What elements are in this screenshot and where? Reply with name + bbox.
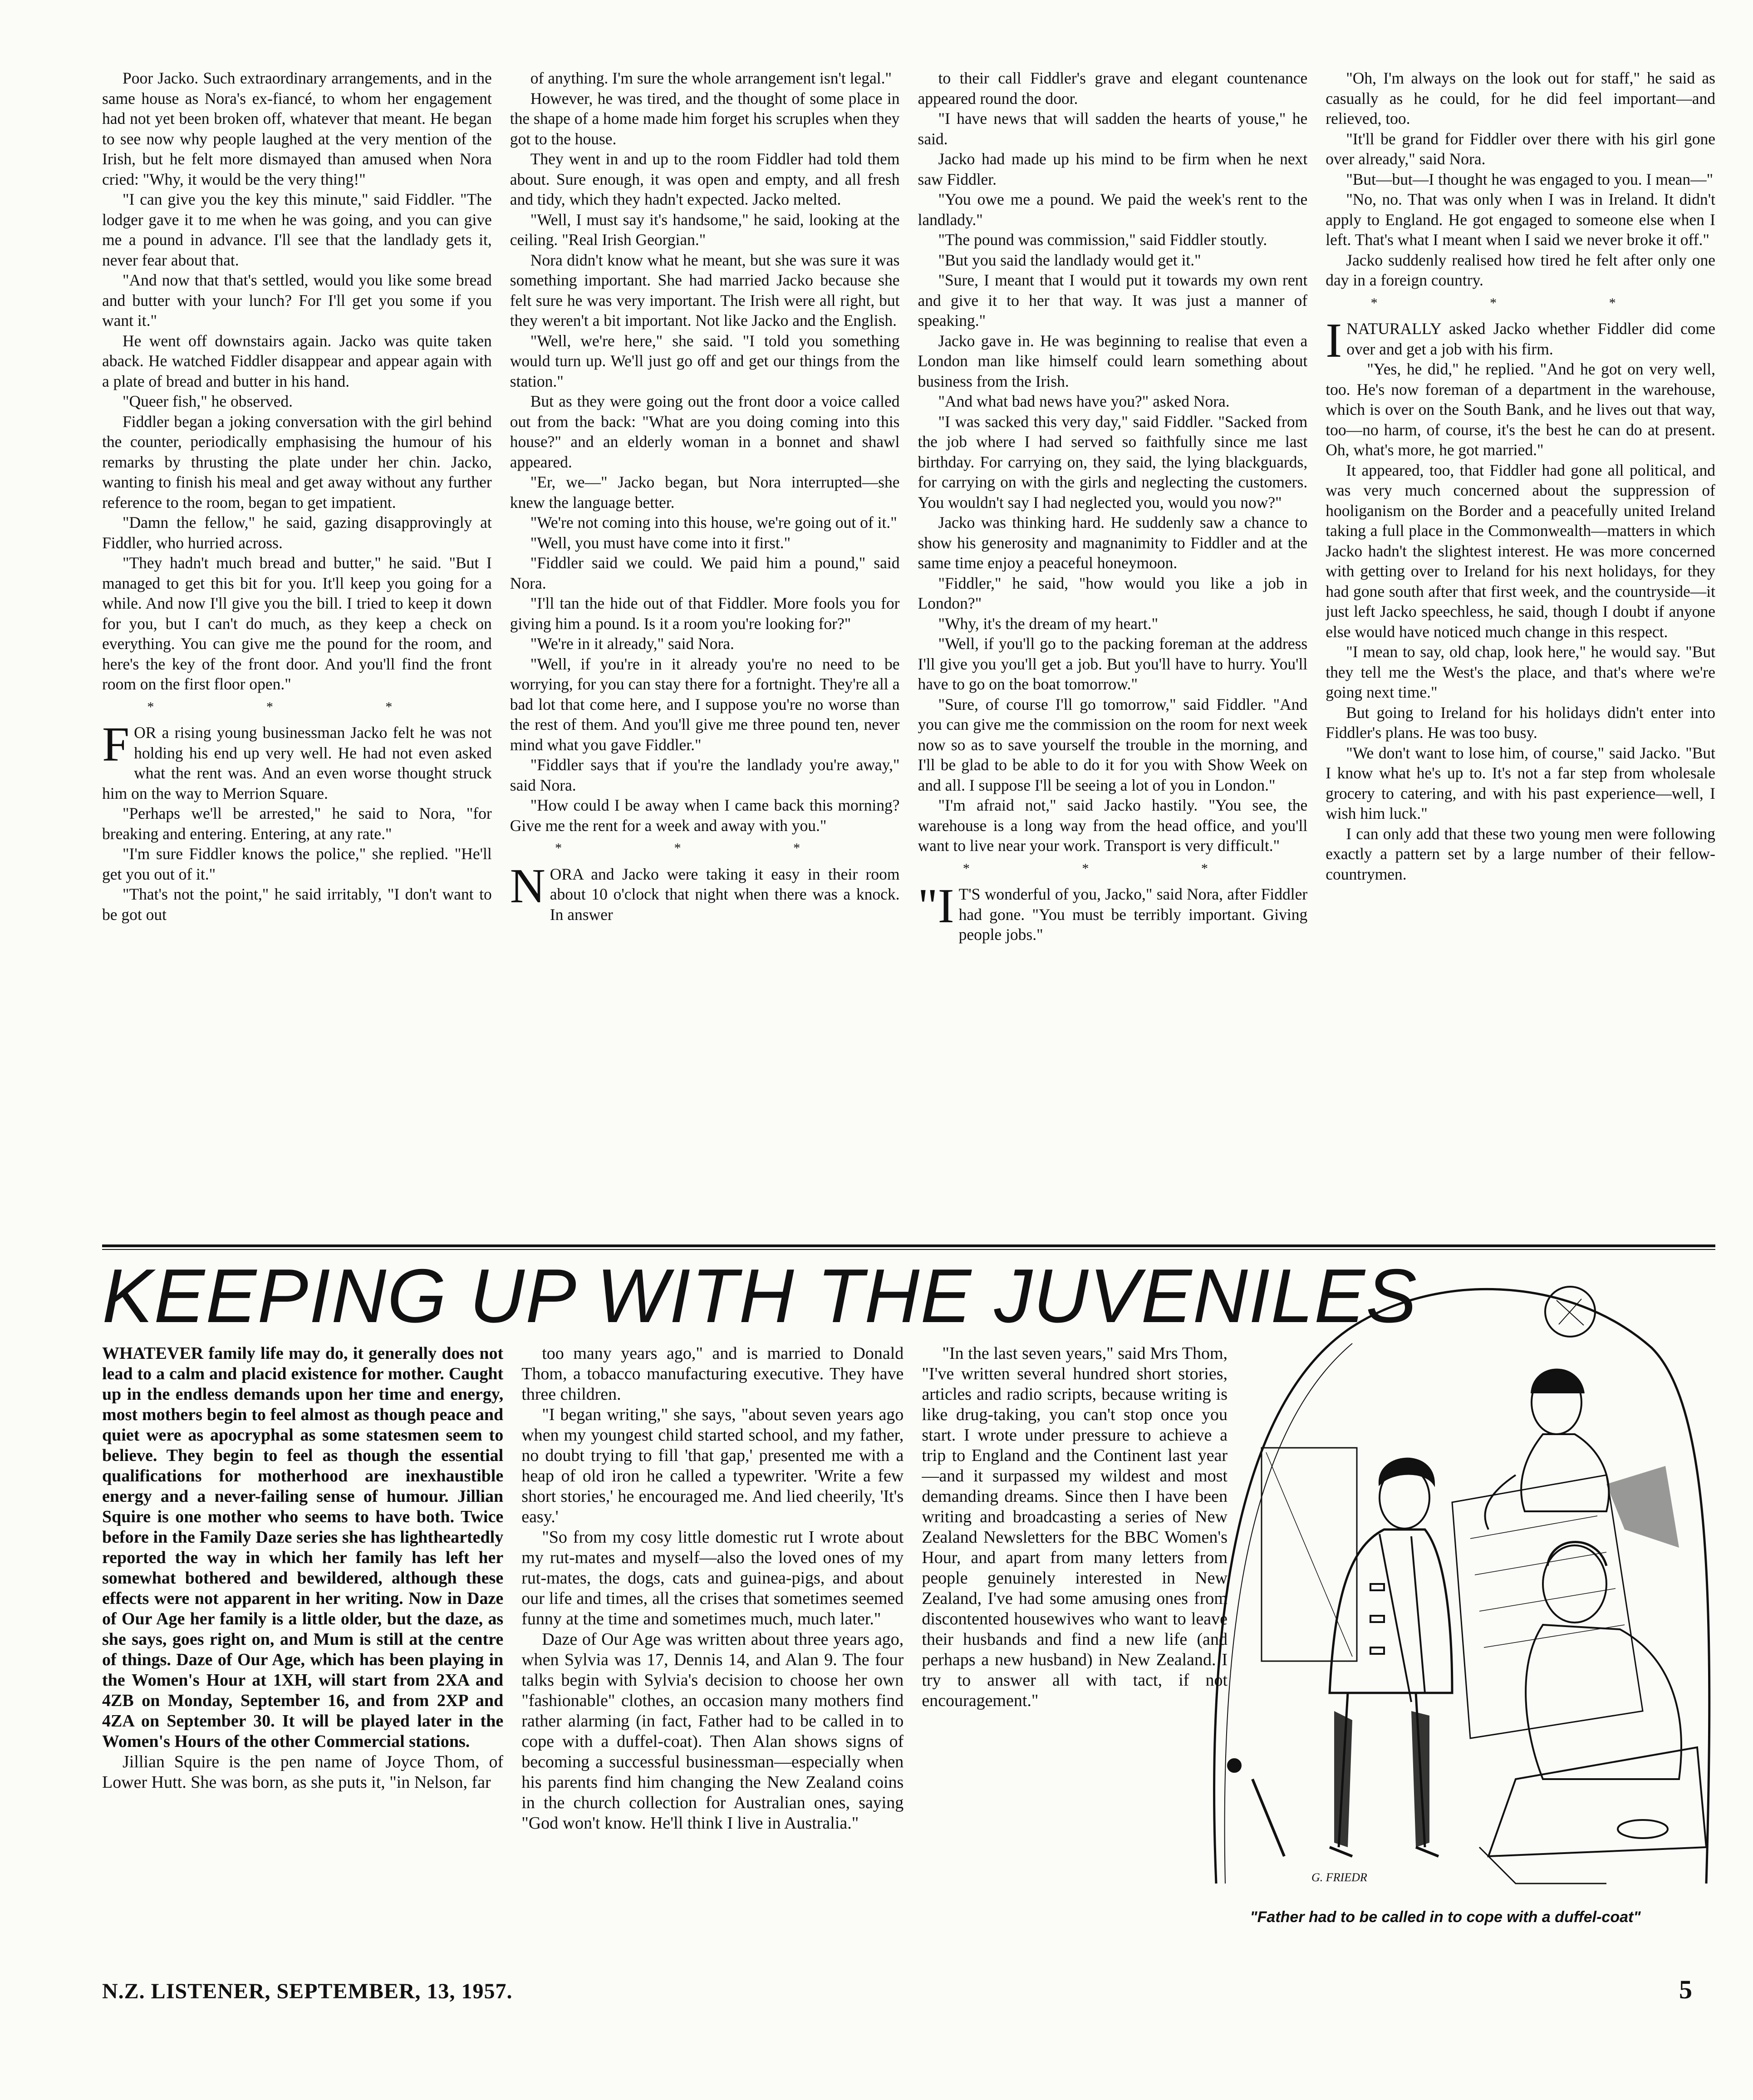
paragraph: Nora didn't know what he meant, but she was sure it was something important. She had married Jacko because she felt sure he was very important. The Irish were all right, but they weren't a bit important. Not like Jacko and the English. (510, 251, 900, 330)
drop-cap: "I (918, 879, 954, 933)
paragraph: "How could I be away when I came back this morning? Give me the rent for a week and away with you." (510, 796, 900, 835)
article-headline: KEEPING UP WITH THE JUVENILES (102, 1253, 1418, 1338)
story-col2b-first: NORA and Jacko were taking it easy in their room about 10 o'clock that night when there was a knock. In answer (510, 859, 900, 924)
illustration-caption: "Father had to be called in to cope with a duffel-coat" (1250, 1908, 1641, 1926)
paragraph: "It'll be grand for Fiddler over there with his girl gone over already," said Nora. (1326, 129, 1715, 168)
drop-cap: F (102, 718, 130, 772)
article-col1-paras (102, 1752, 503, 1793)
drop-cap: I (1326, 314, 1342, 368)
paragraph: "Yes, he did," he replied. "And he got on very well, too. He's now foreman of a department in the warehouse, which is over on the South Bank, and he lives out that way, too—no harm, of course, it's the best he can do at present. Oh, what's more, he got married." (1326, 360, 1715, 459)
section-divider-rule (102, 1244, 1715, 1247)
paragraph: However, he was tired, and the thought of some place in the shape of a home made him forget his scruples when they got to the house. (510, 89, 900, 148)
paragraph: "Why, it's the dream of my heart." (938, 614, 1159, 633)
paragraph: "And what bad news have you?" asked Nora. (938, 392, 1230, 410)
paragraph: "I began writing," she says, "about seven years ago when my youngest child started school, and my father, no doubt trying to fill 'that gap,' presented me with a heap of old iron he called a typewriter. 'Write a few short stories,' he encouraged me. And lied cheerily, 'It's easy.' (521, 1405, 904, 1526)
paragraph: "Sure, of course I'll go tomorrow," said Fiddler. "And you can give me the commission on the room for next week now so as to save yourself the trouble in the morning, and I'll be glad to be able to do it for you with Show Week on and all. I suppose I'll be seeing a lot of you in London." (918, 695, 1308, 794)
paragraph: "You owe me a pound. We paid the week's rent to the landlady." (918, 190, 1308, 229)
paragraph: Jacko gave in. He was beginning to realise that even a London man like himself could learn something about business from the Irish. (918, 331, 1308, 390)
paragraph: "Oh, I'm always on the look out for staff," he said as casually as he could, for he did feel important—and relieved, too. (1326, 69, 1715, 128)
story-column-4 (1326, 68, 1715, 1241)
paragraph: "Damn the fellow," he said, gazing disapprovingly at Fiddler, who hurried across. (102, 513, 492, 552)
paragraph: "I mean to say, old chap, look here," he would say. "But they tell me the West's the place, and that's where we're going next time." (1326, 643, 1715, 701)
paragraph: "They hadn't much bread and butter," he said. "But I managed to get this bit for you. It'll keep you going for a while. And now I'll give you the bill. I tried to keep it down for you, but I can't do much, as they keep a check on everything. You can give me the pound for the room, and here's the key of the front door. And you'll find the front room on the first floor open." (102, 554, 492, 693)
story-col2-paras (510, 68, 900, 836)
paragraph: Jacko suddenly realised how tired he felt after only one day in a foreign country. (1326, 251, 1715, 289)
paragraph: "I'll tan the hide out of that Fiddler. More fools you for giving him a pound. Is it a room you're looking for?" (510, 594, 900, 633)
paragraph: "We're in it already," said Nora. (530, 634, 734, 653)
section-separator: * * * (962, 861, 1262, 876)
paragraph: "I have news that will sadden the hearts of youse," he said. (918, 109, 1308, 148)
story-column-1 (102, 68, 492, 1241)
story-col4b-first: INATURALLY asked Jacko whether Fiddler did come over and get a job with his firm. (1326, 314, 1715, 368)
section-separator: * * * (1370, 295, 1670, 310)
paragraph: They went in and up to the room Fiddler had told them about. Sure enough, it was open and empty, and all fresh and tidy, which they hadn't expected. Jacko melted. (510, 150, 900, 208)
paragraph: He went off downstairs again. Jacko was quite taken aback. He watched Fiddler disappear and appear again with a plate of bread and butter in his hand. (102, 331, 492, 390)
paragraph: "We're not coming into this house, we're going out of it." (530, 513, 897, 531)
story-col3b-first: "I T'S wonderful of you, Jacko," said Nora, after Fiddler had gone. "You must be terribly important. Giving people jobs." (918, 879, 1308, 944)
article-column-1 (102, 1343, 503, 1997)
paragraph: I can only add that these two young men were following exactly a pattern set by a large number of their fellow-countrymen. (1326, 824, 1715, 883)
paragraph: It appeared, too, that Fiddler had gone all political, and was very much concerned about the suppression of hooliganism on the Border and a peacefully united Ireland taking a full place in the Commonwealth—matters in which Jacko hadn't the slightest interest. He was more concerned with getting over to Ireland for his next holidays, for they had gone south after that first week, and the countryside—it just left Jacko speechless, he said, though I doubt if anyone else would have noticed much change in this respect. (1326, 461, 1715, 641)
paragraph: "Well, we're here," she said. "I told you something would turn up. We'll just go off and get our things from the station." (510, 331, 900, 390)
paragraph: "We don't want to lose him, of course," said Jacko. "But I know what he's up to. It's not a far step from wholesale grocery to catering, and with his past experience—well, I wish him luck." (1326, 743, 1715, 822)
paragraph: Jacko was thinking hard. He suddenly saw a chance to show his generosity and magnanimity to Fiddler and at the same time enjoy a peaceful honeymoon. (918, 513, 1308, 572)
story-col1-paras (102, 68, 492, 694)
paragraph: "And now that that's settled, would you like some bread and butter with your lunch? For I'll get you some if you want it." (102, 271, 492, 330)
story-columns (102, 68, 1715, 1241)
paragraph: "Well, if you're in it already you're no need to be worrying, for you can stay there for a fortnight. They're all a bad lot that come here, and I suppose you're no worse than the rest of them. And you'll give me three pound ten, never mind what you gave Fiddler." (510, 654, 900, 754)
paragraph: Jillian Squire is the pen name of Joyce Thom, of Lower Hutt. She was born, as she puts it, "in Nelson, far (102, 1752, 504, 1792)
paragraph: "But—but—I thought he was engaged to you. I mean—" (1346, 170, 1714, 188)
paragraph: to their call Fiddler's grave and elegant countenance appeared round the door. (918, 69, 1308, 108)
paragraph: "Queer fish," he observed. (123, 392, 293, 410)
article-column-2 (521, 1343, 904, 1997)
paragraph: "So from my cosy little domestic rut I wrote about my rut-mates and myself—also the loved ones of my rut-mates, the dogs, cats and guinea-pigs, and about our life and times, all the crises that sometimes seemed funny at the time and sometimes much, much later." (521, 1528, 904, 1628)
paragraph: "Fiddler says that if you're the landlady you're away," said Nora. (510, 756, 900, 794)
paragraph: "That's not the point," he said irritably, "I don't want to be got out (102, 885, 492, 924)
paragraph: "Well, you must have come into it first." (530, 533, 791, 552)
paragraph: too many years ago," and is married to Donald Thom, a tobacco manufacturing executive. They have three children. (521, 1344, 904, 1404)
paragraph: "Er, we—" Jacko began, but Nora interrupted—she knew the language better. (510, 473, 900, 511)
paragraph: But going to Ireland for his holidays didn't enter into Fiddler's plans. He was too busy. (1326, 703, 1715, 742)
paragraph: Jacko had made up his mind to be firm when he next saw Fiddler. (918, 150, 1308, 188)
paragraph: "I'm sure Fiddler knows the police," she replied. "He'll get you out of it." (102, 845, 492, 883)
family-illustration (1198, 1257, 1720, 1902)
paragraph: "I can give you the key this minute," said Fiddler. "The lodger gave it to me when he was going, and you can give me a pound in advance. I'll see that the landlady gets it, never fear about that. (102, 190, 492, 269)
paragraph: But as they were going out the front door a voice called out from the back: "What are you doing coming into this house?" and an elderly woman in a bonnet and shawl appeared. (510, 392, 900, 471)
page-number: 5 (1679, 1975, 1692, 2004)
paragraph: "Fiddler," he said, "how would you like a job in London?" (918, 574, 1308, 612)
publication-footer: N.Z. LISTENER, SEPTEMBER, 13, 1957. (102, 1979, 513, 2003)
story-col4b-paras (1326, 359, 1715, 884)
story-col4-paras (1326, 68, 1715, 290)
article-lead-paragraph: WHATEVER family life may do, it generally does not lead to a calm and placid existence for mother. Caught up in the endless demands upon her time and energy, most mothers begin to feel almost as though peace and quiet were as apocryphal as some statesmen seem to believe. They begin to feel as though the essential qualifications for motherhood are inexhaustible energy and a never-failing sense of humour. Jillian Squire is one mother who seems to have both. Twice before in the Family Daze series she has lightheartedly reported the way in which her family has left her somewhat bothered and bewildered, although these effects were not apparent in her writing. Now in Daze of Our Age her family is a little older, but the daze, as she says, goes right on, and Mum is still at the centre of things. Daze of Our Age, which has been playing in the Women's Hour at 1XH, will start from 2XA and 4ZB on Monday, September 16, and from 2XP and 4ZA on September 30. It will be played later in the Women's Hours of the other Commercial stations. (102, 1344, 504, 1751)
paragraph: "In the last seven years," said Mrs Thom, "I've written several hundred short stories, articles and radio scripts, because writing is like drug-taking, you can't stop once you start. I wrote under pressure to achieve a trip to England and the Continent last year—and it surpassed my wildest and most demanding dreams. Since then I have been writing and broadcasting a series of New Zealand Newsletters for the BBC Women's Hour, and apart from many letters from people genuinely interested in New Zealand, I've had some amusing ones from discontented housewives who want to leave their husbands and find a new life (and perhaps a new husband) in New Zealand. I try to answer all with tact, if not encouragement." (922, 1344, 1228, 1710)
section-divider-rule-thin (102, 1249, 1715, 1250)
story-col3-paras (918, 68, 1308, 856)
paragraph: Fiddler began a joking conversation with the girl behind the counter, periodically emphasising the humour of his remarks by thrusting the plate under her chin. Jacko, wanting to finish his meal and get away without any further reference to the room, began to get impatient. (102, 412, 492, 511)
drop-cap: N (510, 859, 545, 913)
artist-signature: G. FRIEDR (1311, 1871, 1367, 1884)
paragraph: "Well, I must say it's handsome," he said, looking at the ceiling. "Real Irish Georgian." (510, 210, 900, 249)
story-col1b-paras (102, 803, 492, 925)
article-column-3 (922, 1343, 1228, 1997)
story-col1b-first: FOR a rising young businessman Jacko felt he was not holding his end up very well. He had not even asked what the rent was. And an even worse thought struck him on the way to Merrion Square. (102, 718, 492, 802)
paragraph: "No, no. That was only when I was in Ireland. It didn't apply to England. He got engaged to someone else when I left. That's what I meant when I said we never broke it off." (1326, 190, 1715, 249)
paragraph: "Well, if you'll go to the packing foreman at the address I'll give you you'll get a job. But you'll have to hurry. You'll have to go on the boat tomorrow." (918, 634, 1308, 693)
article-col2-paras (521, 1343, 904, 1834)
paragraph: "But you said the landlady would get it." (938, 251, 1201, 269)
article-col3-paras (922, 1343, 1228, 1711)
article-columns (102, 1343, 1228, 1997)
paragraph: "I was sacked this very day," said Fiddler. "Sacked from the job where I had served so faithfully since me last birthday. For carrying on, they said, the lying blackguards, for carrying on with the girls and neglecting the customers. You wouldn't say I had neglected you, would you now?" (918, 412, 1308, 511)
section-separator: * * * (147, 699, 447, 714)
story-column-3 (918, 68, 1308, 1241)
section-separator: * * * (555, 841, 855, 856)
paragraph: "Sure, I meant that I would put it towards my own rent and give it to her that way. It was just a manner of speaking." (918, 271, 1308, 330)
paragraph: of anything. I'm sure the whole arrangement isn't legal." (530, 69, 892, 87)
paragraph: "I'm afraid not," said Jacko hastily. "You see, the warehouse is a long way from the head office, and you'll want to live near your work. Transport is very difficult." (918, 796, 1308, 855)
paragraph: Poor Jacko. Such extraordinary arrangements, and in the same house as Nora's ex-fiancé, to whom her engagement had not yet been broken off, whatever that meant. He began to see now why people laughed at the very mention of the Irish, but he felt more dismayed than amused when Nora cried: "Why, it would be the very thing!" (102, 69, 492, 188)
paragraph: Daze of Our Age was written about three years ago, when Sylvia was 17, Dennis 14, and Alan 9. The four talks begin with Sylvia's decision to choose her own "fashionable" clothes, an occasion many mothers find rather alarming (in fact, Father had to be called in to cope with a duffel-coat). Then Alan shows signs of becoming a successful businessman—especially when his parents find him changing the New Zealand coins in the church collection for Australian ones, saying "God won't know. He'll think I live in Australia." (521, 1630, 904, 1833)
paragraph: "Fiddler said we could. We paid him a pound," said Nora. (510, 554, 900, 592)
story-column-2 (510, 68, 900, 1241)
paragraph: "The pound was commission," said Fiddler stoutly. (938, 231, 1267, 249)
paragraph: "Perhaps we'll be arrested," he said to Nora, "for breaking and entering. Entering, at any rate." (102, 804, 492, 843)
